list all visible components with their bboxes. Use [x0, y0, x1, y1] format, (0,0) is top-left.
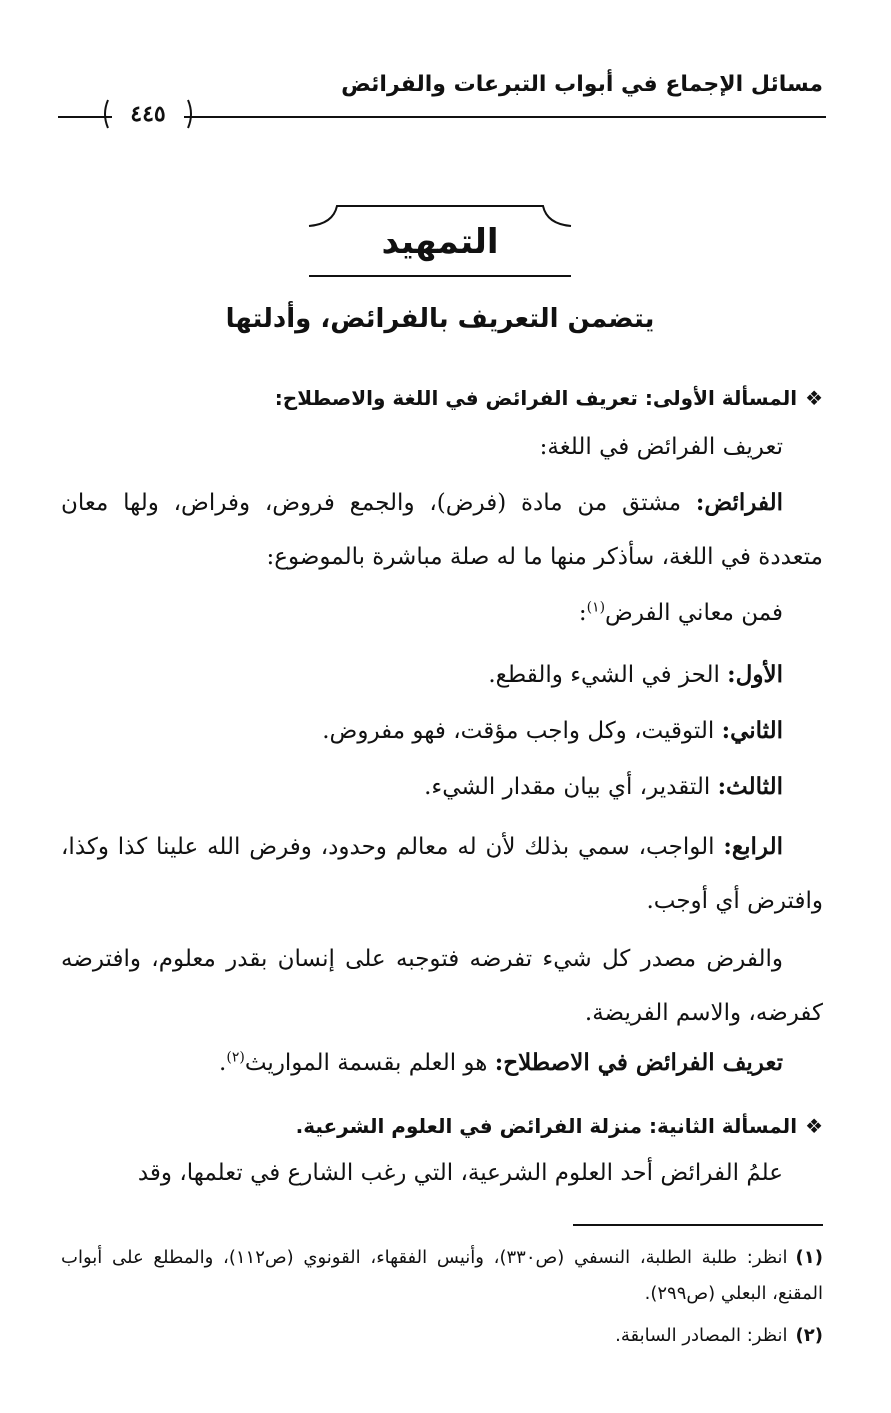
question-1-heading — [61, 378, 823, 418]
meaning-3 — [61, 760, 823, 814]
meaning-3-term: الثالث: — [717, 773, 783, 800]
question-2-text: المسألة الثانية: منزلة الفرائض في العلوم الشرعية. — [295, 1114, 798, 1138]
meaning-1 — [61, 648, 823, 702]
definition-term-text: هو العلم بقسمة المواريث — [244, 1050, 488, 1076]
definition-term-period: . — [219, 1050, 227, 1076]
page-number: ٤٤٥ — [112, 94, 184, 134]
paragraph-meanings-intro — [61, 586, 823, 640]
paragraph-fard-source-text: والفرض مصدر كل شيء تفرضه فتوجبه على إنسان بقدر معلوم، وافترضه كفرضه، والاسم الفريضة. — [61, 946, 823, 1026]
footnote-2-mark: (٢) — [795, 1325, 823, 1346]
chapter-subtitle: يتضمن التعريف بالفرائض، وأدلتها — [225, 304, 655, 334]
footnote-1-text: انظر: طلبة الطلبة، النسفي (ص٣٣٠)، وأنيس الفقهاء، القونوي (ص١١٢)، والمطلع على أبواب المقنع، البعلي (ص٢٩٩). — [61, 1247, 823, 1304]
meaning-2-text: التوقيت، وكل واجب مؤقت، فهو مفروض. — [322, 718, 715, 744]
meaning-2 — [61, 704, 823, 758]
footnote-1 — [61, 1240, 823, 1312]
meaning-4 — [61, 820, 823, 928]
paragraph-faraid-text: مشتق من مادة (فرض)، والجمع فروض، وفراض، ولها معان متعددة في اللغة، سأذكر منها ما له صلة مباشرة بالموضوع: — [61, 490, 823, 570]
running-title: مسائل الإجماع في أبواب التبرعات والفرائض — [341, 72, 823, 97]
footnote-rule — [573, 1224, 823, 1226]
chapter-title: التمهيد — [381, 222, 499, 262]
paragraph-status: علمُ الفرائض أحد العلوم الشرعية، التي رغب الشارع في تعلمها، وقد — [137, 1160, 783, 1186]
meaning-1-text: الحز في الشيء والقطع. — [488, 662, 720, 688]
paragraph-faraid-derivation — [61, 476, 823, 584]
footnote-1-mark: (١) — [795, 1247, 824, 1268]
diamond-icon: ❖ — [805, 1114, 823, 1138]
meaning-1-term: الأول: — [727, 661, 783, 688]
footnote-2 — [61, 1318, 823, 1354]
paragraph-definition-term — [61, 1036, 823, 1090]
question-2-heading — [61, 1106, 823, 1146]
meaning-4-term: الرابع: — [723, 833, 783, 860]
footnote-ref-2[interactable]: (٢) — [226, 1049, 245, 1066]
meaning-2-term: الثاني: — [721, 717, 783, 744]
question-1-text: المسألة الأولى: تعريف الفرائض في اللغة والاصطلاح: — [274, 386, 798, 410]
meanings-intro-text: فمن معاني الفرض — [605, 600, 783, 626]
diamond-icon: ❖ — [805, 386, 823, 410]
paragraph-fard-source — [61, 932, 823, 1040]
term-faraid: الفرائض: — [695, 489, 784, 516]
footnote-ref-1[interactable]: (١) — [586, 599, 606, 616]
footnote-2-text: انظر: المصادر السابقة. — [615, 1325, 788, 1346]
definition-term-label: تعريف الفرائض في الاصطلاح: — [494, 1049, 783, 1076]
paragraph-definition-language: تعريف الفرائض في اللغة: — [539, 434, 783, 460]
meaning-3-text: التقدير، أي بيان مقدار الشيء. — [424, 774, 711, 800]
meaning-4-text: الواجب، سمي بذلك لأن له معالم وحدود، وفرض الله علينا كذا وكذا، وافترض أي أوجب. — [61, 834, 823, 914]
meanings-intro-colon: : — [578, 600, 587, 626]
